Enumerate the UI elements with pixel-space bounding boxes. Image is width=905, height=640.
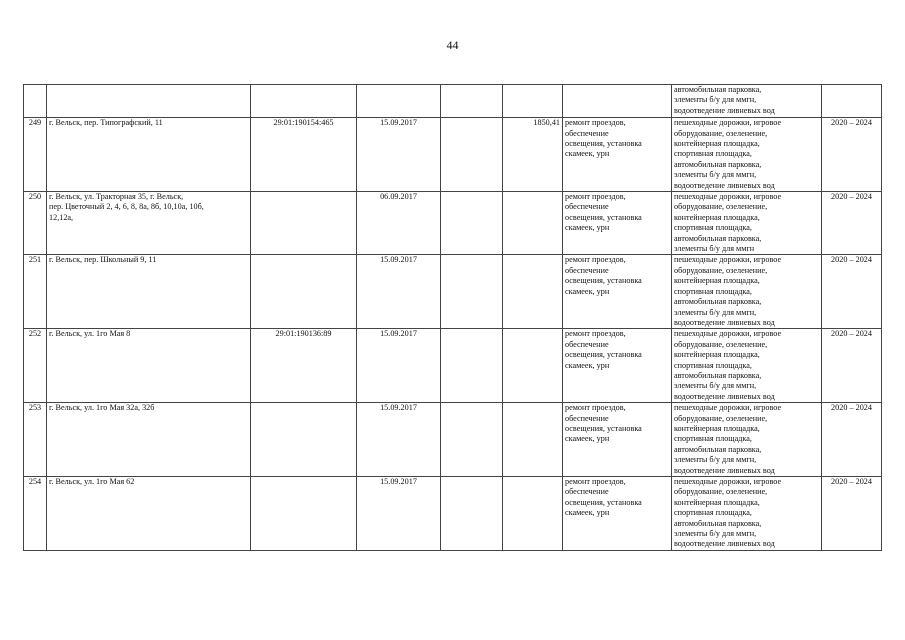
cell-num: 249 [24,118,47,192]
cell-works-line: обеспечение [565,487,609,497]
cell-facilities-line: водоотведение ливневых вод [674,391,775,401]
cell-date: 15.09.2017 [357,477,441,551]
cell-empty [441,192,503,255]
cell-date: 15.09.2017 [357,255,441,329]
cell-period [822,85,882,118]
table-row [24,192,882,255]
cell-facilities-line: спортивная площадка, [674,223,752,233]
cell-num [24,85,47,118]
cell-works-line: обеспечение [565,413,609,423]
cell-num: 250 [24,192,47,255]
table-row [24,329,882,403]
cell-facilities-line: автомобильная парковка, [674,297,762,307]
cell-num: 254 [24,477,47,551]
cell-facilities-line: автомобильная парковка, [674,518,762,528]
cell-facilities [672,85,822,118]
cell-address-line: г. Вельск, ул. Тракторная 35, г. Вельск, [49,192,184,202]
cell-works-line: ремонт проездов, [565,192,626,202]
cell-facilities-line: контейнерная площадка, [674,139,760,148]
cell-works-line: ремонт проездов, [565,255,626,265]
cell-num: 251 [24,255,47,329]
cell-facilities [672,329,822,403]
cell-cadastral [251,255,357,329]
cell-facilities-line: спортивная площадка, [674,360,752,370]
cell-facilities-line: элементы б/у для ммгн, [674,307,757,317]
cell-works-line: ремонт проездов, [565,329,626,339]
cell-works [563,85,672,118]
cell-works-line: скамеек, урн [565,286,610,296]
cell-facilities-line: пешеходные дорожки, игровое [674,329,782,339]
cell-facilities-line: контейнерная площадка, [674,276,760,286]
cell-works [563,118,672,192]
cell-address-line: г. Вельск, пер. Школьный 9, 11 [49,255,157,265]
cell-facilities-line: автомобильная парковка, [674,444,762,454]
cell-facilities-line: оборудование, озеленение, [674,413,768,423]
table-row-continuation [24,85,882,118]
table-row [24,118,882,192]
cell-facilities-line: пешеходные дорожки, игровое [674,477,782,486]
cell-cadastral [251,85,357,118]
cell-empty [441,403,503,477]
cell-facilities [672,477,822,551]
cell-facilities-line: водоотведение ливневых вод [674,317,775,327]
cell-period: 2020 – 2024 [822,477,882,551]
cell-works-line: ремонт проездов, [565,477,626,486]
cell-works-line: ремонт проездов, [565,403,626,413]
cell-facilities-line: элементы б/у для ммгн, [674,529,757,539]
cell-works-line: обеспечение [565,265,609,275]
cell-num: 252 [24,329,47,403]
cell-cadastral [251,192,357,255]
cell-facilities-line: спортивная площадка, [674,149,752,159]
cell-works [563,192,672,255]
cell-address-line: 12,12а, [49,212,74,222]
cell-period: 2020 – 2024 [822,118,882,192]
cell-facilities-line: элементы б/у для ммгн, [674,95,757,105]
table-row [24,255,882,329]
cell-cadastral: 29:01:190136:89 [251,329,357,403]
cell-cadastral [251,477,357,551]
cell-works-line: освещения, установка [565,350,642,360]
cell-facilities-line: пешеходные дорожки, игровое [674,118,782,128]
cell-facilities [672,403,822,477]
cell-facilities-line: автомобильная парковка, [674,85,762,94]
cell-empty [441,255,503,329]
cell-facilities-line: спортивная площадка, [674,508,752,518]
cell-period: 2020 – 2024 [822,255,882,329]
cell-area [503,85,563,118]
cell-works-line: освещения, установка [565,497,642,507]
cell-facilities-line: водоотведение ливневых вод [674,539,775,549]
cell-area [503,192,563,255]
cell-area [503,477,563,551]
cell-address [47,85,251,118]
cell-works-line: скамеек, урн [565,508,610,518]
cell-facilities [672,255,822,329]
cell-address [47,403,251,477]
cell-date: 15.09.2017 [357,403,441,477]
cell-facilities [672,192,822,255]
cell-facilities-line: оборудование, озеленение, [674,487,768,497]
cell-address [47,118,251,192]
register-table [23,84,882,551]
cell-facilities-line: автомобильная парковка, [674,233,762,243]
cell-facilities-line: пешеходные дорожки, игровое [674,255,782,265]
cell-works-line: освещения, установка [565,276,642,286]
cell-facilities-line: пешеходные дорожки, игровое [674,403,782,413]
cell-works [563,329,672,403]
cell-facilities-line: элементы б/у для ммгн, [674,170,757,180]
cell-facilities-line: автомобильная парковка, [674,370,762,380]
cell-address [47,192,251,255]
cell-works-line: скамеек, урн [565,223,610,233]
cell-works-line: скамеек, урн [565,149,610,159]
cell-address-line: г. Вельск, пер. Типографский, 11 [49,118,163,128]
cell-area [503,329,563,403]
cell-address-line: г. Вельск, ул. 1го Мая 62 [49,477,135,486]
cell-facilities-line: водоотведение ливневых вод [674,180,775,190]
cell-cadastral [251,403,357,477]
cell-address [47,477,251,551]
cell-period: 2020 – 2024 [822,192,882,255]
cell-date: 15.09.2017 [357,118,441,192]
cell-works-line: скамеек, урн [565,360,610,370]
cell-empty [441,477,503,551]
cell-date: 06.09.2017 [357,192,441,255]
page-number: 44 [446,38,459,52]
cell-address-line: г. Вельск, ул. 1го Мая 8 [49,329,131,339]
cell-works-line: скамеек, урн [565,434,610,444]
cell-num: 253 [24,403,47,477]
cell-works [563,255,672,329]
cell-period: 2020 – 2024 [822,403,882,477]
cell-facilities-line: спортивная площадка, [674,434,752,444]
cell-works-line: освещения, установка [565,139,642,148]
cell-works-line: обеспечение [565,128,609,138]
cell-facilities-line: водоотведение ливневых вод [674,465,775,475]
cell-works-line: ремонт проездов, [565,118,626,128]
cell-period: 2020 – 2024 [822,329,882,403]
cell-facilities-line: пешеходные дорожки, игровое [674,192,782,202]
cell-address [47,329,251,403]
cell-facilities-line: оборудование, озеленение, [674,265,768,275]
cell-date: 15.09.2017 [357,329,441,403]
cell-facilities-line: контейнерная площадка, [674,212,760,222]
table-row [24,477,882,551]
cell-works [563,477,672,551]
cell-facilities-line: автомобильная парковка, [674,159,762,169]
cell-facilities-line: элементы б/у для ммгн, [674,455,757,465]
cell-area [503,255,563,329]
cell-facilities-line: спортивная площадка, [674,286,752,296]
cell-address-line: г. Вельск, ул. 1го Мая 32а, 32б [49,403,155,413]
cell-empty [441,85,503,118]
cell-address-line: пер. Цветочный 2, 4, 6, 8, 8а, 8б, 10,10а, 10б, [49,202,204,212]
cell-facilities-line: контейнерная площадка, [674,423,760,433]
cell-works [563,403,672,477]
cell-address [47,255,251,329]
cell-facilities-line: водоотведение ливневых вод [674,105,775,115]
cell-facilities-line: оборудование, озеленение, [674,128,768,138]
cell-facilities-line: элементы б/у для ммгн, [674,381,757,391]
cell-empty [441,329,503,403]
cell-works-line: обеспечение [565,202,609,212]
cell-facilities-line: контейнерная площадка, [674,350,760,360]
cell-facilities-line: элементы б/у для ммгн [674,244,755,254]
cell-works-line: обеспечение [565,339,609,349]
cell-works-line: освещения, установка [565,212,642,222]
cell-date [357,85,441,118]
cell-facilities [672,118,822,192]
cell-area [503,403,563,477]
cell-facilities-line: контейнерная площадка, [674,497,760,507]
cell-works-line: освещения, установка [565,423,642,433]
cell-facilities-line: оборудование, озеленение, [674,339,768,349]
cell-empty [441,118,503,192]
table-row [24,403,882,477]
cell-facilities-line: оборудование, озеленение, [674,202,768,212]
cell-cadastral: 29:01:190154:465 [251,118,357,192]
cell-area: 1850,41 [503,118,563,192]
